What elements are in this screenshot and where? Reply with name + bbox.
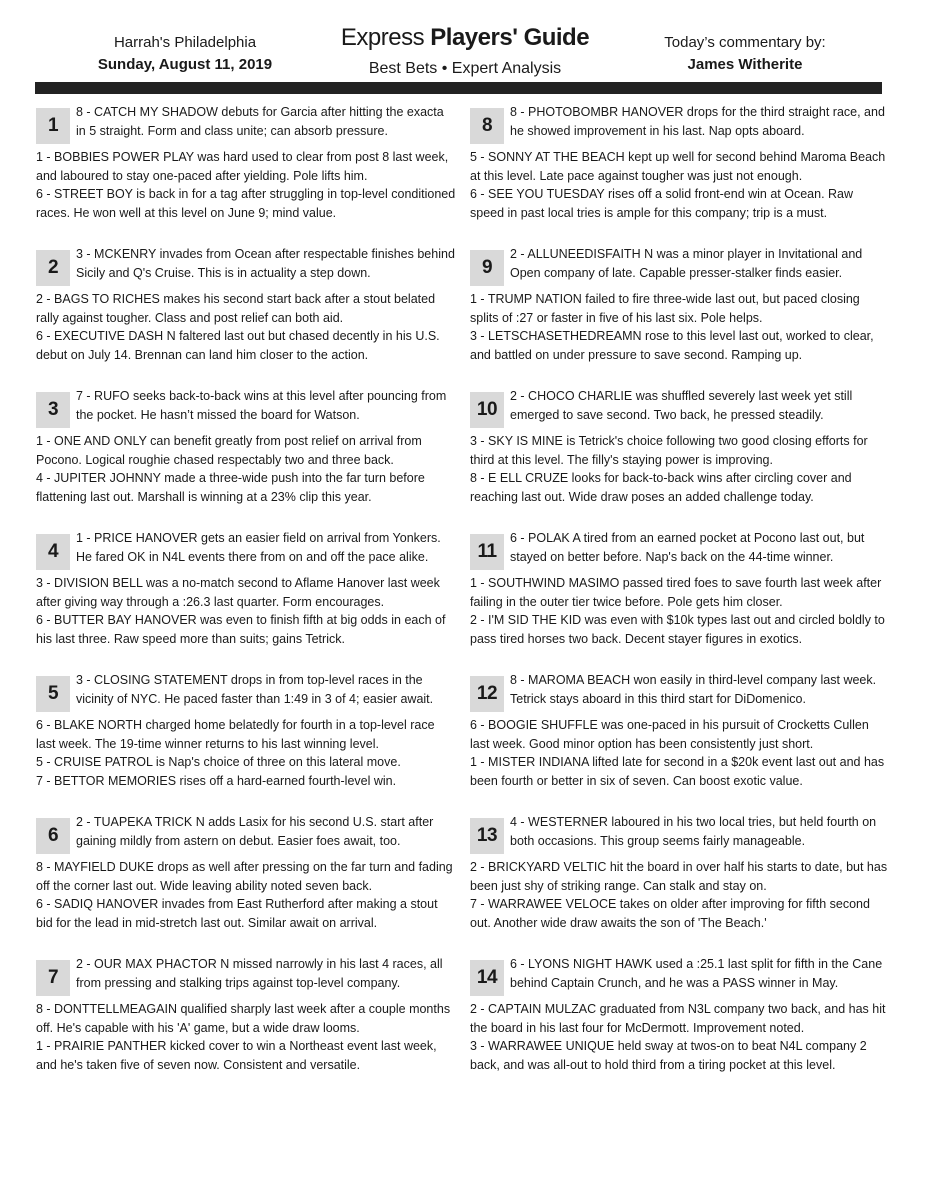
race-block	[470, 955, 890, 1097]
race-block	[470, 103, 890, 245]
title-prefix: Express	[340, 24, 425, 51]
race-number: 6	[36, 818, 70, 854]
race-contender: 6 - SEE YOU TUESDAY rises off a solid front-end win at Ocean. Raw speed in past local tries is ample for this company; trip is a must.	[470, 187, 854, 220]
race-block	[470, 671, 890, 813]
race-best-bet: 3 - CLOSING STATEMENT drops in from top-level races in the vicinity of NYC. He paced faster than 1:49 in 3 of 4; easier await.	[76, 673, 434, 706]
race-contender: 8 - DONTTELLMEAGAIN qualified sharply last week after a couple months off. He's capable with his 'A' game, but a wide draw looms.	[36, 1002, 451, 1035]
race-best-bet: 1 - PRICE HANOVER gets an easier field on arrival from Yonkers. He fared OK in N4L events there from on and off the pace alike.	[76, 531, 441, 564]
commentary-label: Today’s commentary by:	[664, 34, 826, 51]
race-contender: 1 - TRUMP NATION failed to fire three-wide last out, but paced closing splits of :27 or faster in five of his last six. Pole helps.	[470, 292, 860, 325]
race-best-bet: 6 - POLAK A tired from an earned pocket at Pocono last out, but stayed on better before. Nap's back on the 44-time winner.	[510, 531, 865, 564]
race-block	[470, 245, 890, 387]
race-contender: 8 - E ELL CRUZE looks for back-to-back wins after circling cover and reaching last out. Wide draw poses an added challenge today.	[470, 471, 852, 504]
race-block	[36, 103, 456, 245]
race-block	[36, 387, 456, 529]
race-number: 4	[36, 534, 70, 570]
race-best-bet: 3 - MCKENRY invades from Ocean after respectable finishes behind Sicily and Q's Cruise. This is in actuality a step down.	[76, 247, 455, 280]
race-best-bet: 2 - ALLUNEEDISFAITH N was a minor player in Invitational and Open company of late. Capable presser-stalker finds easier.	[510, 247, 863, 280]
race-number: 5	[36, 676, 70, 712]
race-contender: 1 - SOUTHWIND MASIMO passed tired foes to save fourth last week after failing in the outer tier twice before. Pole gets him closer.	[470, 576, 882, 609]
race-number: 7	[36, 960, 70, 996]
race-contender: 5 - SONNY AT THE BEACH kept up well for second behind Maroma Beach at this level. Late pace against tougher was just not enough.	[470, 150, 886, 183]
guide-title	[315, 22, 615, 54]
race-contender: 2 - BAGS TO RICHES makes his second start back after a stout belated rally against tougher. Class and post relief can both aid.	[36, 292, 436, 325]
race-contender: 3 - WARRAWEE UNIQUE held sway at twos-on to beat N4L company 2 back, and was all-out to hold third from a tiring pocket at this level.	[470, 1039, 867, 1072]
race-contender: 6 - SADIQ HANOVER invades from East Rutherford after making a stout bid for the lead in mid-stretch last out. Similar await on arrival.	[36, 897, 438, 930]
race-best-bet: 2 - OUR MAX PHACTOR N missed narrowly in his last 4 races, all from pressing and stalking trips against top-level company.	[76, 957, 443, 990]
race-block	[470, 387, 890, 529]
race-best-bet: 8 - MAROMA BEACH won easily in third-level company last week. Tetrick stays aboard in this third start for DiDomenico.	[510, 673, 877, 706]
race-contender: 6 - BOOGIE SHUFFLE was one-paced in his pursuit of Crocketts Cullen last week. Good minor option has been consistently just short.	[470, 718, 869, 751]
race-block	[36, 245, 456, 387]
race-block	[36, 813, 456, 955]
guide-subtitle: Best Bets • Expert Analysis	[368, 60, 562, 77]
race-best-bet: 6 - LYONS NIGHT HAWK used a :25.1 last split for fifth in the Cane behind Captain Crunch, and he was a PASS winner in May.	[510, 957, 883, 990]
race-block	[36, 955, 456, 1097]
race-contender: 2 - CAPTAIN MULZAC graduated from N3L company two back, and has hit the board in his last four for McDermott. Improvement noted.	[470, 1002, 886, 1035]
race-contender: 1 - ONE AND ONLY can benefit greatly from post relief on arrival from Pocono. Logical roughie chased respectably two and three back.	[36, 434, 422, 467]
race-date: Sunday, August 11, 2019	[97, 56, 273, 73]
race-contender: 1 - BOBBIES POWER PLAY was hard used to clear from post 8 last week, and laboured to stay one-paced after yielding. Pole lifts him.	[36, 150, 449, 183]
race-contender: 7 - WARRAWEE VELOCE takes on older after improving for fifth second out. Another wide draw awaits the son of 'The Beach.'	[470, 897, 870, 930]
race-contender: 4 - JUPITER JOHNNY made a three-wide push into the far turn before flattening last out. Marshall is winning at a 23% clip this year.	[36, 471, 425, 504]
race-number: 11	[470, 534, 504, 570]
race-contender: 3 - SKY IS MINE is Tetrick's choice following two good closing efforts for third at this level. The filly's staying power is improving.	[470, 434, 868, 467]
race-best-bet: 8 - PHOTOBOMBR HANOVER drops for the third straight race, and he showed improvement in his last. Nap opts aboard.	[510, 105, 885, 138]
race-best-bet: 4 - WESTERNER laboured in his two local tries, but held fourth on both occasions. This group seems fairly manageable.	[510, 815, 877, 848]
race-block	[36, 529, 456, 671]
track-name: Harrah's Philadelphia	[113, 34, 257, 51]
race-number: 14	[470, 960, 504, 996]
race-number: 9	[470, 250, 504, 286]
race-contender: 2 - BRICKYARD VELTIC hit the board in over half his starts to date, but has been just shy of striking range. Can stalk and stay on.	[470, 860, 888, 893]
left-column	[36, 103, 456, 1097]
race-best-bet: 7 - RUFO seeks back-to-back wins at this level after pouncing from the pocket. He hasn’t missed the board for Watson.	[76, 389, 447, 422]
header-track-info	[70, 32, 300, 76]
commentator-name: James Witherite	[687, 56, 803, 73]
race-contender: 6 - BUTTER BAY HANOVER was even to finish fifth at big odds in each of his last three. Raw speed more than suits; gains Tetrick.	[36, 613, 446, 646]
race-contender: 7 - BETTOR MEMORIES rises off a hard-earned fourth-level win.	[36, 773, 397, 788]
race-contender: 3 - LETSCHASETHEDREAMN rose to this level last out, worked to clear, and battled on under pressure to save second. Ramping up.	[470, 329, 874, 362]
race-number: 3	[36, 392, 70, 428]
race-contender: 5 - CRUISE PATROL is Nap's choice of three on this lateral move.	[36, 755, 401, 769]
race-contender: 6 - BLAKE NORTH charged home belatedly for fourth in a top-level race last week. The 19-time winner returns to his last winning level.	[36, 718, 435, 751]
race-best-bet: 8 - CATCH MY SHADOW debuts for Garcia after hitting the exacta in 5 straight. Form and class unite; can absorb pressure.	[76, 105, 444, 138]
race-contender: 6 - EXECUTIVE DASH N faltered last out but chased decently in his U.S. debut on July 14. Brennan can land him closer to the action.	[36, 329, 440, 362]
title-bold: Players' Guide	[430, 24, 590, 51]
race-contender: 3 - DIVISION BELL was a no-match second to Aflame Hanover last week after giving way through a :26.3 last quarter. Form encourages.	[36, 576, 440, 609]
race-contender: 1 - MISTER INDIANA lifted late for second in a $20k event last out and has been fourth or better in six of seven. Can boost exotic value.	[470, 755, 885, 788]
race-best-bet: 2 - CHOCO CHARLIE was shuffled severely last week yet still emerged to save second. Two back, he pressed steadily.	[510, 389, 853, 422]
race-number: 13	[470, 818, 504, 854]
race-contender: 2 - I'M SID THE KID was even with $10k types last out and circled boldly to pass tired horses two back. Decent stayer figures in exotics.	[470, 613, 885, 646]
race-block	[36, 671, 456, 813]
header-title-block	[315, 22, 615, 82]
race-block	[470, 529, 890, 671]
header-divider	[35, 82, 882, 94]
race-contender: 6 - STREET BOY is back in for a tag after struggling in top-level conditioned races. He won well at this level on June 9; mind value.	[36, 187, 456, 220]
race-number: 1	[36, 108, 70, 144]
right-column	[470, 103, 890, 1097]
race-block	[470, 813, 890, 955]
race-number: 12	[470, 676, 504, 712]
race-number: 8	[470, 108, 504, 144]
race-number: 10	[470, 392, 504, 428]
race-contender: 1 - PRAIRIE PANTHER kicked cover to win a Northeast event last week, and he's taken five of seven now. Consistent and versatile.	[36, 1039, 437, 1072]
header-commentary	[630, 32, 860, 76]
race-contender: 8 - MAYFIELD DUKE drops as well after pressing on the far turn and fading off the corner last out. Wide leaving ability noted seven back.	[36, 860, 453, 893]
race-best-bet: 2 - TUAPEKA TRICK N adds Lasix for his second U.S. start after gaining mildly from astern on debut. Easier foes await, too.	[76, 815, 434, 848]
race-number: 2	[36, 250, 70, 286]
